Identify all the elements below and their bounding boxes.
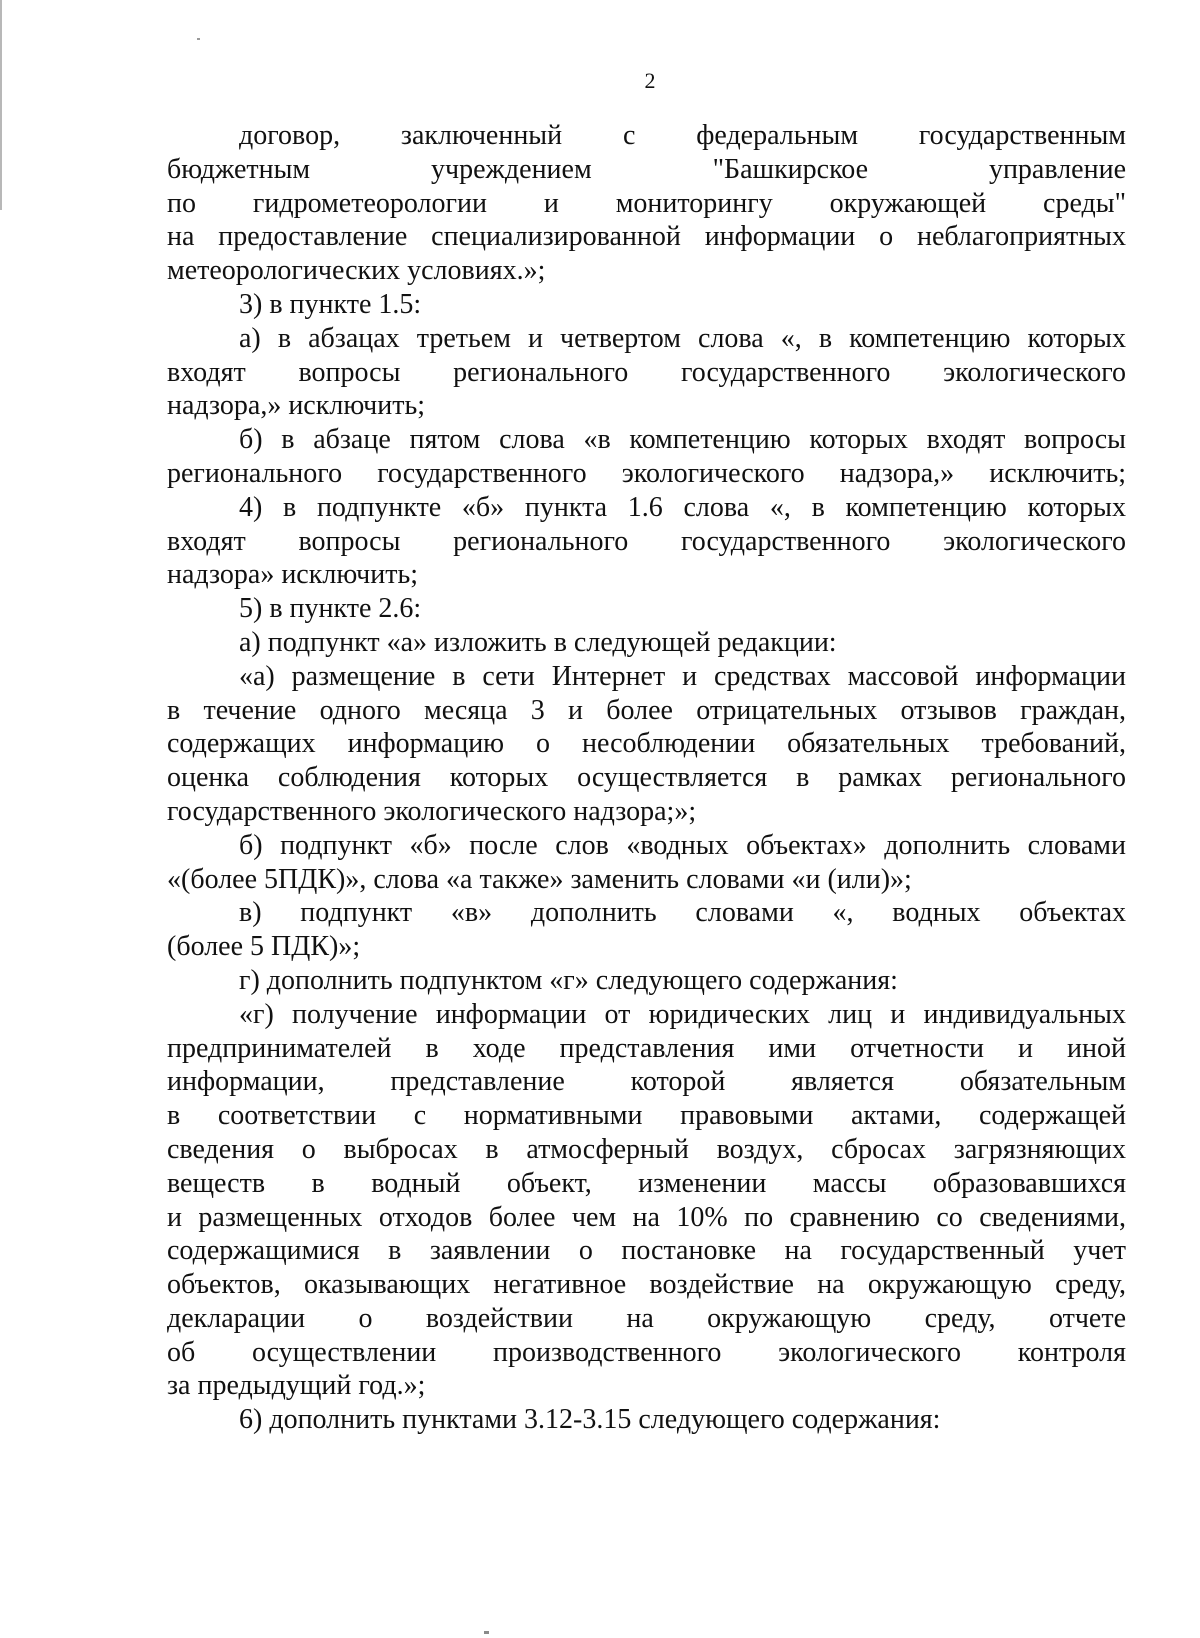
text-line: а) в абзацах третьем и четвертом слова «, в компетенцию которых xyxy=(239,322,1126,354)
text-line: надзора,» исключить; xyxy=(167,390,426,422)
text-line: по гидрометеорологии и мониторингу окружающей среды" xyxy=(167,187,1126,219)
text-line: договор, заключенный с федеральным государственным xyxy=(239,120,1126,151)
text-line: б) подпункт «б» после слов «водных объектах» дополнить словами xyxy=(239,829,1126,861)
text-line: декларации о воздействии на окружающую среду, отчете xyxy=(167,1302,1126,1334)
text-line: на предоставление специализированной информации о неблагоприятных xyxy=(167,221,1126,253)
text-line: регионального государственного экологического надзора,» исключить; xyxy=(167,457,1126,489)
text-line: «а) размещение в сети Интернет и средствах массовой информации xyxy=(239,660,1126,692)
page-number: 2 xyxy=(644,68,656,93)
text-line: «(более 5ПДК)», слова «а также» заменить словами «и (или)»; xyxy=(167,863,912,895)
text-line: входят вопросы регионального государственного экологического xyxy=(167,525,1126,557)
text-line: объектов, оказывающих негативное воздействие на окружающую среду, xyxy=(167,1269,1126,1301)
scan-artifact-bottom xyxy=(484,1631,489,1634)
scan-artifact-top xyxy=(197,38,200,40)
text-line: метеорологических условиях.»; xyxy=(167,255,546,287)
text-line: оценка соблюдения которых осуществляется в рамках регионального xyxy=(167,762,1126,794)
text-line: в соответствии с нормативными правовыми актами, содержащей xyxy=(167,1100,1126,1132)
text-line: 5) в пункте 2.6: xyxy=(239,593,422,625)
text-line: (более 5 ПДК)»; xyxy=(167,931,361,963)
text-line: 4) в подпункте «б» пункта 1.6 слова «, в компетенцию которых xyxy=(239,491,1126,523)
text-line: входят вопросы регионального государственного экологического xyxy=(167,356,1126,388)
text-line: информации, представление которой является обязательным xyxy=(167,1066,1126,1098)
text-line: 6) дополнить пунктами 3.12-3.15 следующего содержания: xyxy=(239,1404,941,1436)
text-line: содержащимися в заявлении о постановке на государственный учет xyxy=(167,1235,1126,1267)
text-line: веществ в водный объект, изменении массы образовавшихся xyxy=(167,1167,1126,1199)
text-line: за предыдущий год.»; xyxy=(167,1370,426,1402)
text-line: а) подпункт «а» изложить в следующей редакции: xyxy=(239,626,837,658)
text-line: 3) в пункте 1.5: xyxy=(239,288,422,320)
text-line: б) в абзаце пятом слова «в компетенцию которых входят вопросы xyxy=(239,424,1126,456)
text-line: содержащих информацию о несоблюдении обязательных требований, xyxy=(167,728,1126,760)
text-line: «г) получение информации от юридических лиц и индивидуальных xyxy=(239,998,1126,1030)
text-line: надзора» исключить; xyxy=(167,559,419,591)
text-line: и размещенных отходов более чем на 10% по сравнению со сведениями, xyxy=(167,1201,1126,1233)
text-line: в) подпункт «в» дополнить словами «, водных объектах xyxy=(239,897,1126,929)
document-body xyxy=(167,119,1126,1437)
scan-left-edge xyxy=(0,0,2,210)
text-line: об осуществлении производственного экологического контроля xyxy=(167,1336,1126,1368)
text-line: предпринимателей в ходе представления ими отчетности и иной xyxy=(167,1032,1126,1064)
text-line: г) дополнить подпунктом «г» следующего содержания: xyxy=(239,964,898,996)
text-line: государственного экологического надзора;»; xyxy=(167,795,697,827)
text-line: сведения о выбросах в атмосферный воздух, сбросах загрязняющих xyxy=(167,1133,1126,1165)
text-line: бюджетным учреждением "Башкирское управление xyxy=(167,153,1126,185)
text-line: в течение одного месяца 3 и более отрицательных отзывов граждан, xyxy=(167,694,1126,726)
